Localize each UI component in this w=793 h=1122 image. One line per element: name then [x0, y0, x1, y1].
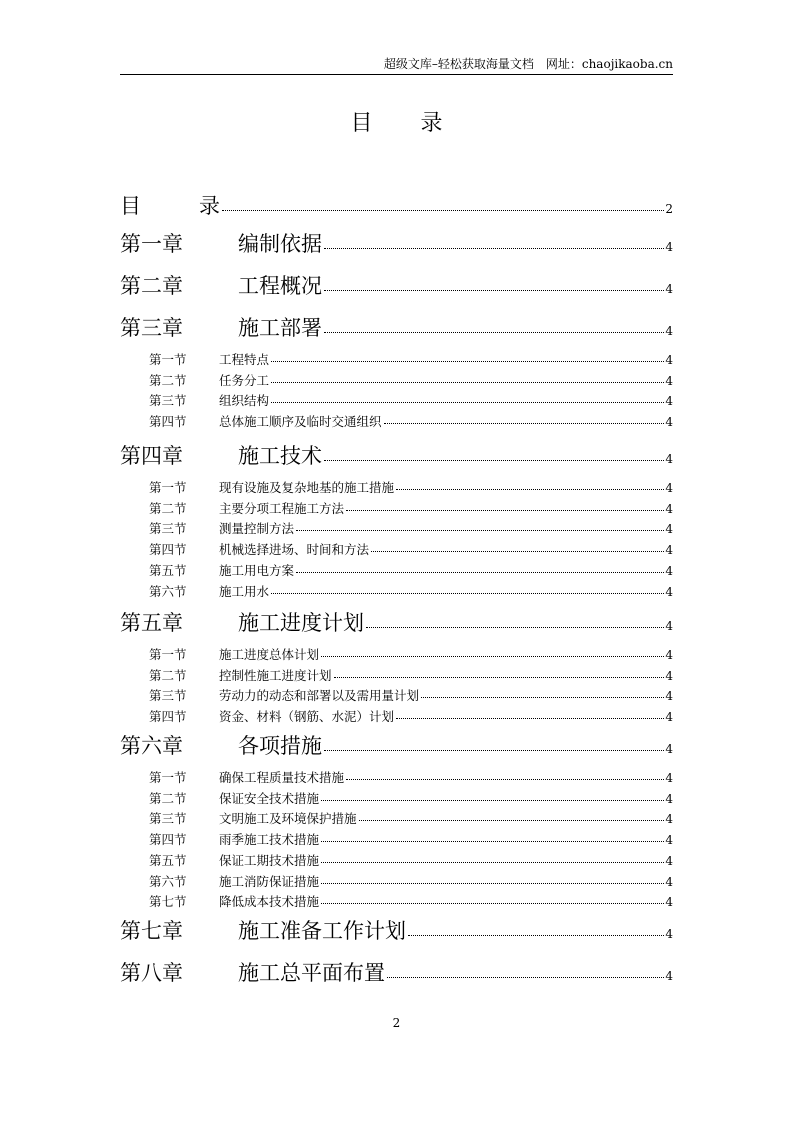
toc-section-number: 第三节 [149, 521, 187, 537]
toc-chapter-title: 编制依据 [238, 232, 322, 256]
toc-section-page: 4 [665, 853, 673, 868]
toc-section-title: 保证工期技术措施 [219, 852, 320, 868]
toc-chapter-entry[interactable] [120, 228, 673, 258]
toc-section-number: 第二节 [149, 790, 187, 806]
toc-section-number: 第五节 [149, 562, 187, 578]
toc-section-page: 4 [665, 771, 673, 785]
toc-chapter-page: 4 [665, 619, 673, 633]
toc-section-page: 4 [665, 689, 673, 704]
toc-section-title: 保证安全技术措施 [219, 790, 320, 806]
toc-section-entry[interactable] [120, 540, 673, 558]
toc-section-page: 4 [665, 648, 673, 662]
toc-section-entry[interactable] [120, 499, 673, 517]
toc-entry-page: 2 [665, 202, 673, 216]
toc-section-page: 4 [665, 353, 673, 367]
toc-leader-dots [321, 883, 664, 884]
toc-chapter-entry[interactable] [120, 312, 673, 342]
toc-section-number: 第四节 [149, 414, 187, 430]
toc-section-entry[interactable] [120, 872, 673, 890]
toc-section-entry[interactable] [120, 519, 673, 537]
toc-leader-dots [321, 800, 664, 801]
toc-leader-dots [321, 841, 664, 842]
toc-chapter-title: 各项措施 [238, 734, 322, 758]
toc-section-number: 第一节 [149, 352, 187, 367]
toc-section-entry[interactable] [120, 412, 673, 430]
page-number: 2 [392, 1016, 401, 1030]
toc-chapter-number: 第五章 [120, 611, 183, 635]
toc-section-number: 第四节 [149, 542, 187, 558]
toc-section-number: 第一节 [149, 480, 187, 495]
toc-leader-dots [271, 593, 664, 594]
toc-chapter-number: 第七章 [120, 919, 183, 943]
toc-section-page: 4 [665, 584, 673, 599]
toc-chapter-entry[interactable] [120, 915, 673, 945]
toc-section-entry[interactable] [120, 371, 673, 389]
toc-section-entry[interactable] [120, 789, 673, 807]
toc-section-entry[interactable] [120, 830, 673, 848]
toc-chapter-entry[interactable] [120, 607, 673, 637]
toc-leader-dots [396, 489, 664, 490]
document-title [0, 106, 793, 137]
toc-section-page: 4 [665, 668, 673, 683]
toc-leader-dots [324, 248, 664, 249]
toc-section-page: 4 [665, 791, 673, 806]
toc-section-entry[interactable] [120, 686, 673, 704]
toc-section-title: 劳动力的动态和部署以及需用量计划 [219, 688, 420, 704]
toc-section-number: 第七节 [149, 894, 187, 910]
toc-leader-dots [271, 402, 664, 403]
toc-section-number: 第三节 [149, 688, 187, 704]
toc-section-entry[interactable] [120, 851, 673, 869]
toc-leader-dots [321, 862, 664, 863]
toc-section-entry[interactable] [120, 391, 673, 409]
toc-section-entry[interactable] [120, 707, 673, 725]
toc-section-page: 4 [665, 874, 673, 889]
toc-section-title: 施工消防保证措施 [219, 873, 320, 889]
toc-section-page: 4 [665, 833, 673, 848]
toc-chapter-title: 施工部署 [238, 316, 322, 340]
toc-section-page: 4 [665, 812, 673, 827]
toc-section-page: 4 [665, 394, 673, 409]
toc-chapter-page: 4 [665, 452, 673, 466]
toc-section-number: 第三节 [149, 811, 187, 827]
toc-leader-dots [222, 210, 664, 211]
toc-chapter-page: 4 [665, 324, 673, 338]
title-char-1: 目 [350, 111, 373, 136]
header-url: 网址：chaojikaoba.cn [545, 57, 673, 71]
toc-chapter-page: 4 [665, 969, 673, 983]
toc-section-page: 4 [665, 895, 673, 910]
toc-chapter-page: 4 [665, 742, 673, 756]
toc-leader-dots [324, 750, 664, 751]
toc-chapter-page: 4 [665, 927, 673, 941]
toc-section-title: 施工用电方案 [219, 562, 295, 578]
toc-chapter-title: 施工准备工作计划 [238, 919, 406, 943]
page-header [120, 56, 673, 75]
toc-section-number: 第四节 [149, 709, 187, 725]
toc-section-entry[interactable] [120, 768, 673, 786]
toc-section-number: 第二节 [149, 372, 187, 388]
toc-section-entry[interactable] [120, 478, 673, 496]
toc-section-entry[interactable] [120, 645, 673, 663]
toc-chapter-number: 第四章 [120, 444, 183, 468]
toc-leader-dots [359, 820, 665, 821]
toc-section-entry[interactable] [120, 582, 673, 600]
toc-leader-dots [271, 361, 664, 362]
toc-section-title: 确保工程质量技术措施 [219, 770, 345, 785]
toc-section-entry[interactable] [120, 809, 673, 827]
toc-section-page: 4 [665, 710, 673, 725]
toc-leader-dots [324, 290, 664, 291]
toc-leader-dots [296, 530, 664, 531]
toc-leader-dots [384, 423, 665, 424]
toc-chapter-number: 第一章 [120, 232, 183, 256]
toc-chapter-title: 施工总平面布置 [238, 961, 385, 985]
toc-section-title: 工程特点 [219, 352, 270, 367]
toc-section-title: 组织结构 [219, 393, 270, 409]
toc-chapter-number: 第六章 [120, 734, 183, 758]
toc-section-number: 第一节 [149, 647, 187, 662]
toc-section-number: 第二节 [149, 667, 187, 683]
toc-section-title: 主要分项工程施工方法 [219, 500, 345, 516]
toc-leader-dots [334, 677, 665, 678]
toc-section-page: 4 [665, 415, 673, 430]
toc-leader-dots [324, 332, 664, 333]
toc-chapter-number: 第二章 [120, 274, 183, 298]
toc-section-number: 第六节 [149, 873, 187, 889]
toc-section-page: 4 [665, 563, 673, 578]
toc-section-page: 4 [665, 543, 673, 558]
toc-chapter-entry[interactable] [120, 440, 673, 470]
toc-entry-number: 目 [120, 194, 141, 218]
toc-chapter-page: 4 [665, 282, 673, 296]
toc-leader-dots [408, 935, 664, 936]
toc-section-entry[interactable] [120, 350, 673, 368]
toc-leader-dots [396, 718, 664, 719]
toc-leader-dots [387, 977, 664, 978]
toc-section-number: 第六节 [149, 583, 187, 599]
toc-chapter-page: 4 [665, 240, 673, 254]
toc-section-number: 第五节 [149, 852, 187, 868]
toc-leader-dots [324, 460, 664, 461]
toc-chapter-number: 第三章 [120, 316, 183, 340]
toc-chapter-number: 第八章 [120, 961, 183, 985]
toc-section-title: 雨季施工技术措施 [219, 832, 320, 848]
toc-leader-dots [421, 697, 664, 698]
toc-section-title: 文明施工及环境保护措施 [219, 811, 357, 827]
toc-section-page: 4 [665, 481, 673, 495]
toc-chapter-entry[interactable] [120, 730, 673, 760]
toc-section-title: 任务分工 [219, 372, 270, 388]
toc-section-number: 第二节 [149, 500, 187, 516]
toc-section-entry[interactable] [120, 666, 673, 684]
toc-section-title: 现有设施及复杂地基的施工措施 [219, 480, 395, 495]
toc-section-page: 4 [665, 373, 673, 388]
toc-chapter-title: 施工技术 [238, 444, 322, 468]
toc-section-page: 4 [665, 501, 673, 516]
toc-leader-dots [321, 903, 664, 904]
toc-leader-dots [321, 656, 664, 657]
toc-section-title: 控制性施工进度计划 [219, 667, 332, 683]
header-site-name: 超级文库–轻松获取海量文档 [383, 57, 534, 71]
toc-section-title: 施工进度总体计划 [219, 647, 320, 662]
toc-leader-dots [271, 382, 664, 383]
toc-chapter-title: 施工进度计划 [238, 611, 364, 635]
toc-section-number: 第四节 [149, 832, 187, 848]
toc-leader-dots [346, 510, 664, 511]
toc-chapter-title: 工程概况 [238, 274, 322, 298]
toc-section-title: 总体施工顺序及临时交通组织 [219, 414, 382, 430]
toc-section-title: 施工用水 [219, 583, 270, 599]
toc-entry-contents[interactable] [120, 190, 673, 220]
toc-section-number: 第三节 [149, 393, 187, 409]
toc-leader-dots [366, 627, 664, 628]
toc-section-number: 第一节 [149, 770, 187, 785]
toc-section-entry[interactable] [120, 892, 673, 910]
toc-section-title: 降低成本技术措施 [219, 894, 320, 910]
toc-section-title: 机械选择进场、时间和方法 [219, 542, 370, 558]
toc-leader-dots [371, 551, 664, 552]
title-char-2: 录 [420, 111, 443, 136]
toc-section-page: 4 [665, 522, 673, 537]
toc-section-title: 资金、材料（钢筋、水泥）计划 [219, 709, 395, 725]
toc-section-entry[interactable] [120, 561, 673, 579]
toc-leader-dots [296, 572, 664, 573]
toc-chapter-entry[interactable] [120, 270, 673, 300]
toc-section-title: 测量控制方法 [219, 521, 295, 537]
toc-entry-title: 录 [199, 194, 220, 218]
toc-chapter-entry[interactable] [120, 957, 673, 987]
toc-leader-dots [346, 779, 664, 780]
